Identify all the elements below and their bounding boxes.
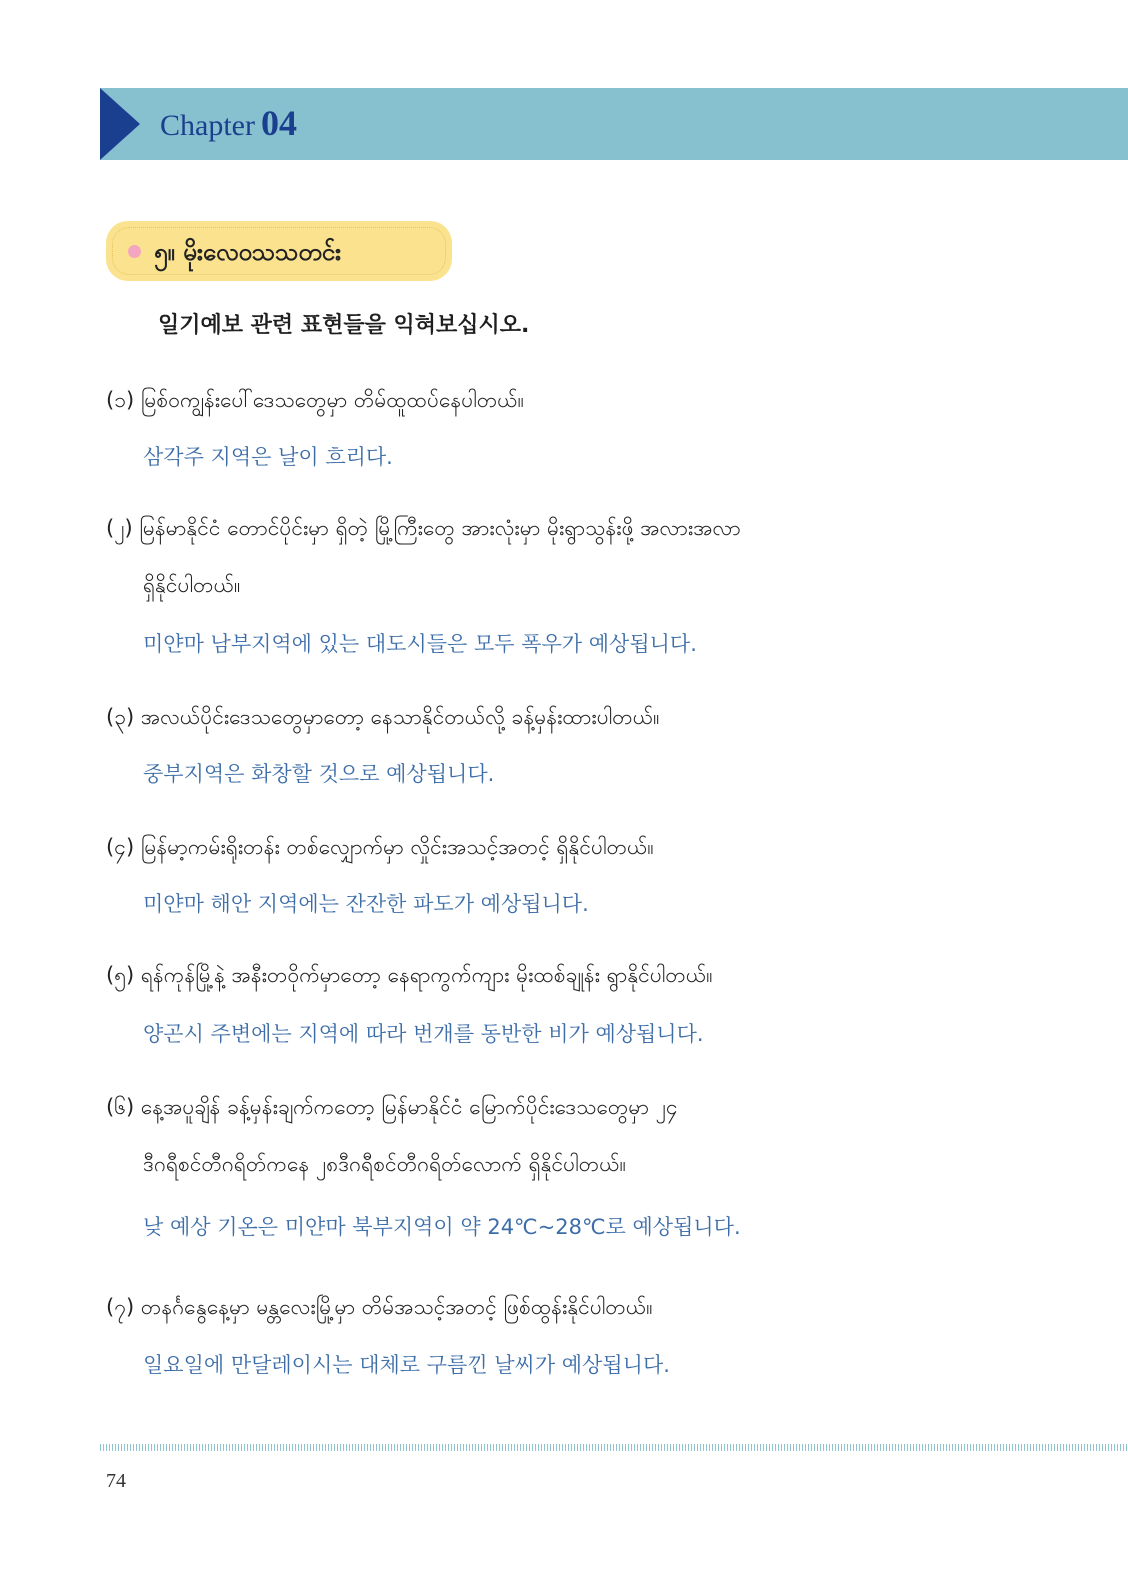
item-4-translation: 미얀마 해안 지역에는 잔잔한 파도가 예상됩니다. <box>143 892 589 916</box>
item-1-translation: 삼각주 지역은 날이 흐리다. <box>143 445 393 469</box>
item-6-line-2: ဒီဂရီစင်တီဂရိတ်ကနေ ၂၈ဒီဂရီစင်တီဂရိတ်လောက် ရှိနိုင်ပါတယ်။ <box>143 1152 626 1176</box>
item-7-line-1: (၇) တနင်္ဂနွေနေ့မှာ မန္တလေးမြို့မှာ တိမ်အသင့်အတင့် ဖြစ်ထွန်းနိုင်ပါတယ်။ <box>106 1295 653 1319</box>
item-2-translation: 미얀마 남부지역에 있는 대도시들은 모두 폭우가 예상됩니다. <box>143 632 697 656</box>
instruction-text: 일기예보 관련 표현들을 익혀보십시오. <box>158 313 530 338</box>
section-title: ၅။ မိုးလေဝသသတင်း <box>154 238 342 266</box>
item-2-line-2: ရှိနိုင်ပါတယ်။ <box>143 573 241 597</box>
footer-dotted-rule <box>100 1444 1128 1451</box>
item-5-translation: 양곤시 주변에는 지역에 따라 번개를 동반한 비가 예상됩니다. <box>143 1022 704 1046</box>
chapter-word: Chapter <box>160 109 255 142</box>
item-3-translation: 중부지역은 화창할 것으로 예상됩니다. <box>143 762 495 786</box>
section-heading-pill <box>106 221 452 281</box>
chapter-title <box>160 102 297 144</box>
item-1-line-1: (၁) မြစ်ဝကျွန်းပေါ်ဒေသတွေမှာ တိမ်ထူထပ်နေပါတယ်။ <box>106 388 525 412</box>
item-7-translation: 일요일에 만달레이시는 대체로 구름낀 날씨가 예상됩니다. <box>143 1353 670 1377</box>
item-3-line-1: (၃) အလယ်ပိုင်းဒေသတွေမှာတော့ နေသာနိုင်တယ်လို့ ခန့်မှန်းထားပါတယ်။ <box>106 705 660 729</box>
page-number: 74 <box>106 1470 126 1492</box>
item-6-translation: 낮 예상 기온은 미얀마 북부지역이 약 24℃~28℃로 예상됩니다. <box>143 1215 741 1239</box>
chapter-arrow-icon <box>100 88 140 160</box>
item-2-line-1: (၂) မြန်မာနိုင်ငံ တောင်ပိုင်းမှာ ရှိတဲ့ မြို့ကြီးတွေ အားလုံးမှာ မိုးရွာသွန်းဖို့ အလားအလာ <box>106 516 741 540</box>
item-4-line-1: (၄) မြန်မာ့ကမ်းရိုးတန်း တစ်လျှောက်မှာ လှိုင်းအသင့်အတင့် ရှိနိုင်ပါတယ်။ <box>106 835 654 859</box>
item-5-line-1: (၅) ရန်ကုန်မြို့နဲ့ အနီးတဝိုက်မှာတော့ နေရာကွက်ကျား မိုးထစ်ချုန်း ရွာနိုင်ပါတယ်။ <box>106 963 713 987</box>
bullet-dot-icon <box>128 245 141 258</box>
chapter-banner <box>100 88 1128 160</box>
chapter-number: 04 <box>260 103 297 143</box>
item-6-line-1: (၆) နေ့အပူချိန် ခန့်မှန်းချက်ကတော့ မြန်မာနိုင်ငံ မြောက်ပိုင်းဒေသတွေမှာ ၂၄ <box>106 1095 678 1119</box>
